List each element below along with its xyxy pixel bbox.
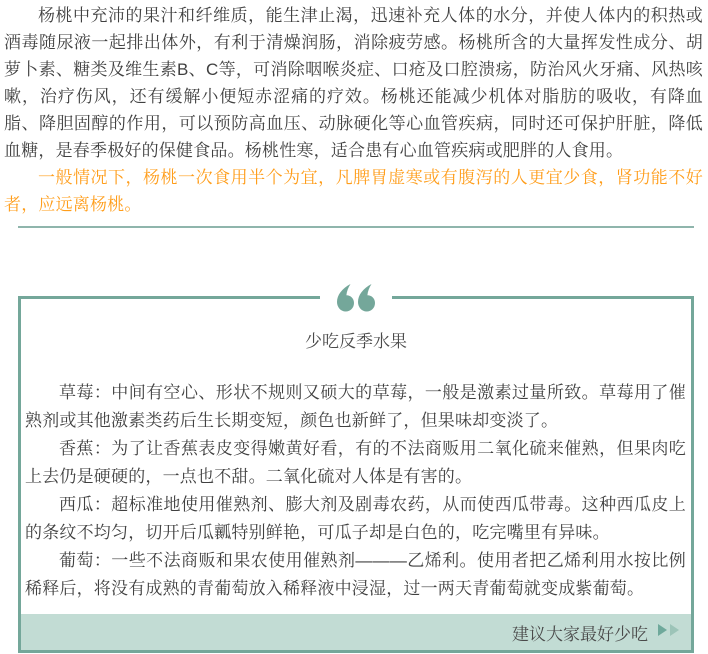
open-double-quote-icon bbox=[320, 282, 392, 312]
quote-item-grape: 葡萄：一些不法商贩和果农使用催熟剂———乙烯利。使用者把乙烯利用水按比例稀释后，将没有成熟的青葡萄放入稀释液中浸湿，过一两天青葡萄就变成紫葡萄。 bbox=[25, 551, 686, 598]
article-body bbox=[0, 0, 708, 218]
quote-box bbox=[18, 296, 694, 653]
quote-item-watermelon: 西瓜：超标准地使用催熟剂、膨大剂及剧毒农药，从而使西瓜带毒。这种西瓜皮上的条纹不均匀，切开后瓜瓤特别鲜艳，可瓜子却是白色的，吃完嘴里有异味。 bbox=[25, 495, 686, 542]
section-divider bbox=[18, 226, 694, 228]
right-arrow-icon bbox=[658, 624, 667, 636]
quote-item-banana: 香蕉：为了让香蕉表皮变得嫩黄好看，有的不法商贩用二氧化硫来催熟，但果肉吃上去仍是硬硬的，一点也不甜。二氧化硫对人体是有害的。 bbox=[25, 439, 686, 486]
right-arrow-icon bbox=[670, 624, 679, 636]
quote-item-strawberry: 草莓：中间有空心、形状不规则又硕大的草莓，一般是激素过量所致。草莓用了催熟剂或其他激素类药后生长期变短，颜色也新鲜了，但果味却变淡了。 bbox=[25, 383, 686, 430]
article-paragraph: 杨桃中充沛的果汁和纤维质，能生津止渴，迅速补充人体的水分，并使人体内的积热或酒毒随尿液一起排出体外，有利于清燥润肠，消除疲劳感。杨桃所含的大量挥发性成分、胡萝卜素、糖类及维生素B、C等，可消除咽喉炎症、口疮及口腔溃疡，防治风火牙痛、风热咳嗽，治疗伤风，还有缓解小便短赤涩痛的疗效。杨桃还能减少机体对脂肪的吸收，有降血脂、降胆固醇的作用，可以预防高血压、动脉硬化等心血管疾病，同时还可保护肝脏，降低血糖，是春季极好的保健食品。杨桃性寒，适合患有心血管疾病或肥胖的人食用。 bbox=[4, 6, 703, 160]
article-warning-text: 一般情况下，杨桃一次食用半个为宜，凡脾胃虚寒或有腹泻的人更宜少食，肾功能不好者，应远离杨桃。 bbox=[4, 168, 703, 214]
quote-box-body bbox=[21, 379, 691, 603]
quote-footer-label: 建议大家最好少吃 bbox=[512, 624, 648, 644]
quote-footer-link[interactable] bbox=[21, 614, 691, 650]
quote-box-title: 少吃反季水果 bbox=[305, 332, 407, 351]
double-right-arrows-icon bbox=[655, 623, 679, 641]
